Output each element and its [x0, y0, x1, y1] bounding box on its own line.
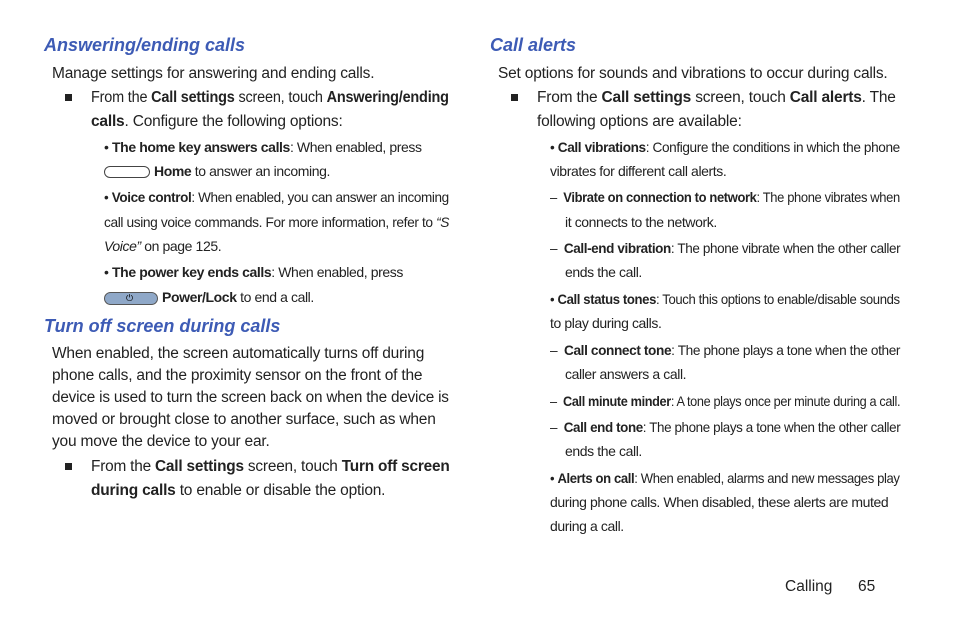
call-end-tone-option: – Call end tone: The phone plays a tone when the other caller: [550, 419, 901, 435]
answering-step-line1: From the Call settings screen, touch Answering/ending: [91, 89, 449, 106]
screen-off-p1: When enabled, the screen automatically turns off during: [52, 345, 425, 362]
voice-control-line2: call using voice commands. For more information, refer to “S: [104, 214, 450, 230]
call-alerts-intro: Set options for sounds and vibrations to occur during calls.: [498, 65, 888, 82]
screen-off-step-line2: during calls to enable or disable the option.: [91, 482, 386, 499]
power-key-option-line2: ⏻ Power/Lock to end a call.: [104, 285, 314, 309]
footer-section: Calling: [785, 578, 833, 595]
power-key-icon: ⏻: [104, 292, 158, 305]
voice-control-line3: Voice” on page 125.: [104, 238, 222, 254]
screen-off-step-line1: From the Call settings screen, touch Turn off screen: [91, 458, 450, 475]
screen-off-p3: device is used to turn the screen back on when the device is: [52, 389, 449, 406]
call-end-vibration-line2: ends the call.: [565, 264, 642, 280]
voice-control-option: • Voice control: When enabled, you can answer an incoming: [104, 189, 449, 205]
call-vibrations-option: • Call vibrations: Configure the conditions in which the phone: [550, 139, 900, 155]
call-alerts-heading: Call alerts: [490, 35, 577, 55]
square-bullet-icon: [65, 94, 72, 101]
vibrate-network-option: – Vibrate on connection to network: The phone vibrates when: [550, 189, 900, 205]
answering-intro: Manage settings for answering and ending calls.: [52, 65, 375, 82]
call-alerts-step-line1: From the Call settings screen, touch Call alerts. The: [537, 89, 896, 106]
home-key-icon: [104, 166, 150, 178]
alerts-on-call-option: • Alerts on call: When enabled, alarms and new messages play: [550, 470, 900, 486]
call-vibrations-line2: vibrates for different call alerts.: [550, 163, 727, 179]
screen-off-heading: Turn off screen during calls: [44, 316, 281, 336]
call-status-tones-line2: to play during calls.: [550, 315, 662, 331]
answering-heading: Answering/ending calls: [44, 35, 246, 55]
home-key-option-line2: Home to answer an incoming.: [104, 159, 330, 183]
alerts-on-call-line3: during a call.: [550, 518, 624, 534]
page-number: 65: [858, 578, 876, 595]
call-minute-minder-option: – Call minute minder: A tone plays once per minute during a call.: [550, 393, 901, 409]
square-bullet-icon: [65, 463, 72, 470]
square-bullet-icon: [511, 94, 518, 101]
call-status-tones-option: • Call status tones: Touch this options to enable/disable sounds: [550, 291, 900, 307]
call-end-vibration-option: – Call-end vibration: The phone vibrate when the other caller: [550, 240, 901, 256]
power-key-option: • The power key ends calls: When enabled, press: [104, 264, 403, 280]
call-alerts-step-line2: following options are available:: [537, 113, 742, 130]
home-key-option: • The home key answers calls: When enabled, press: [104, 139, 422, 155]
answering-step-line2: calls. Configure the following options:: [91, 113, 343, 130]
screen-off-p2: phone calls, and the proximity sensor on the front of the: [52, 367, 423, 384]
call-end-tone-line2: ends the call.: [565, 443, 642, 459]
vibrate-network-line2: it connects to the network.: [565, 214, 717, 230]
screen-off-p5: you move the device to your ear.: [52, 433, 270, 450]
alerts-on-call-line2: during phone calls. When disabled, these alerts are muted: [550, 494, 889, 510]
screen-off-p4: moved or brought close to another surface, such as when: [52, 411, 436, 428]
call-connect-tone-option: – Call connect tone: The phone plays a tone when the other: [550, 342, 901, 358]
call-connect-tone-line2: caller answers a call.: [565, 366, 687, 382]
